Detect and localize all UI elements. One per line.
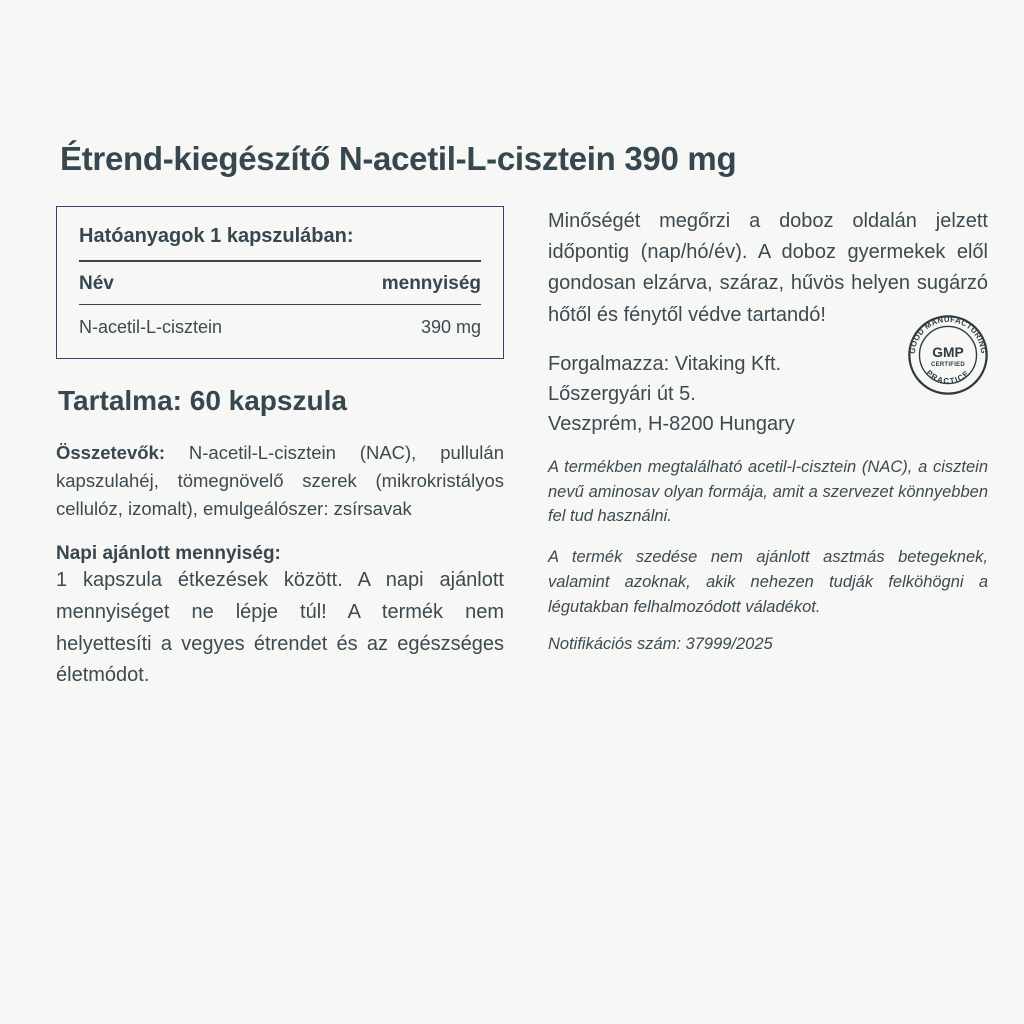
column-header-amount: mennyiség bbox=[316, 262, 481, 305]
distributor-city: Veszprém, H-8200 Hungary bbox=[548, 412, 795, 435]
contents-line: Tartalma: 60 kapszula bbox=[58, 385, 347, 416]
note-warning: A termék szedése nem ajánlott asztmás betegeknek, valamint azoknak, akik nehezen tudják felköhögni a légutakban felhalmozódott váladékot. bbox=[548, 548, 988, 616]
distributor-street: Lőszergyári út 5. bbox=[548, 382, 696, 405]
note-nac: A termékben megtalálható acetil-l-cisztein (NAC), a cisztein nevű aminosav olyan formája, amit a szervezet könnyebben fel tud használni. bbox=[548, 457, 988, 526]
ingredients-heading: Összetevők: bbox=[56, 442, 165, 463]
notification-number: Notifikációs szám: 37999/2025 bbox=[548, 635, 773, 654]
ingredients-paragraph bbox=[56, 439, 504, 523]
gmp-certified-icon bbox=[902, 309, 994, 401]
table-header-row bbox=[79, 262, 481, 305]
svg-text:PRACTICE: PRACTICE bbox=[924, 367, 972, 386]
right-column bbox=[548, 206, 988, 654]
svg-text:CERTIFIED: CERTIFIED bbox=[931, 361, 965, 368]
active-ingredients-box bbox=[56, 206, 504, 359]
storage-text: Minőségét megőrzi a doboz oldalán jelzett időpontig (nap/hó/év). A doboz gyermekek elől gondosan elzárva, száraz, hűvös helyen sugárzó hőtől és fénytől védve tartandó! bbox=[548, 210, 988, 326]
distributor-block bbox=[548, 314, 989, 439]
ingredient-amount: 390 mg bbox=[420, 317, 481, 337]
active-ingredients-heading: Hatóanyagok 1 kapszulában: bbox=[79, 225, 481, 262]
active-ingredients-table bbox=[79, 262, 481, 342]
svg-text:GMP: GMP bbox=[932, 344, 964, 360]
table-row bbox=[79, 305, 481, 343]
left-column bbox=[56, 206, 504, 712]
label-columns bbox=[56, 206, 989, 712]
ingredients-text: N-acetil-L-cisztein (NAC), pullulán kapszulahéj, tömegnövelő szerek (mikrokristályos cellulóz, izomalt), emulgeálószer: zsírsavak bbox=[56, 442, 504, 520]
dosage-text: 1 kapszula étkezések között. A napi ajánlott mennyiséget ne lépje túl! A termék nem helyettesíti a vegyes étrendet és az egészséges életmódot. bbox=[56, 569, 504, 687]
distributor-name: Forgalmazza: Vitaking Kft. bbox=[548, 352, 782, 375]
svg-text:GOOD MANUFACTURING: GOOD MANUFACTURING bbox=[907, 314, 989, 354]
page-title: Étrend-kiegészítő N-acetil-L-cisztein 390 mg bbox=[60, 140, 737, 177]
ingredients-section bbox=[56, 439, 504, 523]
ingredient-name: N-acetil-L-cisztein bbox=[79, 317, 223, 337]
dosage-heading: Napi ajánlott mennyiség: bbox=[56, 543, 281, 565]
column-header-name: Név bbox=[79, 262, 316, 305]
dosage-section bbox=[56, 543, 504, 691]
